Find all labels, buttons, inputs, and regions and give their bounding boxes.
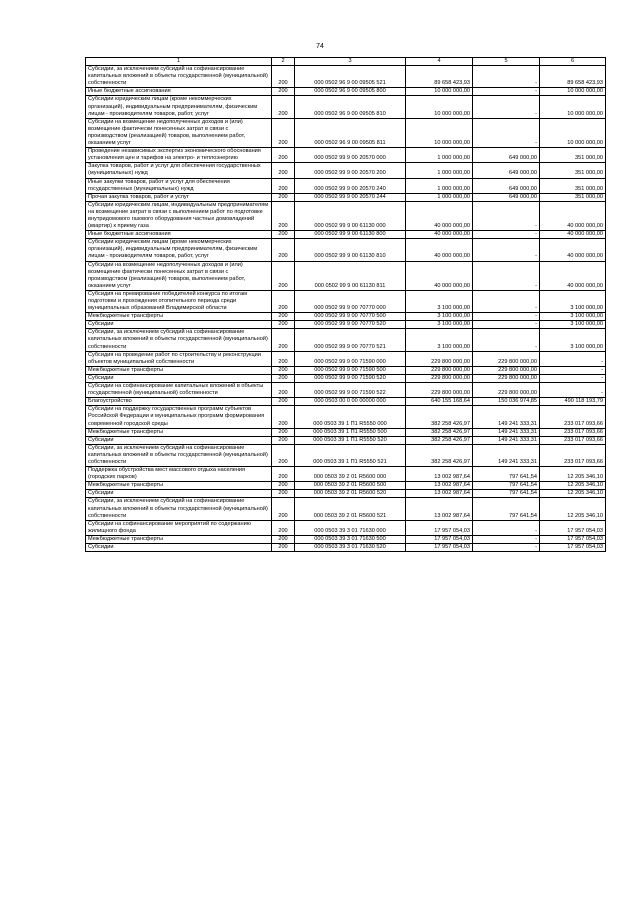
row-value-col4: 13 002 987,64 bbox=[406, 482, 473, 490]
row-kbk: 000 0502 99 9 00 71590 000 bbox=[295, 351, 406, 366]
row-kbk: 000 0502 96 9 00 09505 800 bbox=[295, 88, 406, 96]
row-value-col6: - bbox=[540, 383, 606, 398]
row-code: 200 bbox=[272, 428, 295, 436]
row-value-col4: 3 100 000,00 bbox=[406, 329, 473, 351]
row-code: 200 bbox=[272, 444, 295, 466]
row-value-col4: 40 000 000,00 bbox=[406, 231, 473, 239]
row-kbk: 000 0503 39 2 01 R5600 000 bbox=[295, 467, 406, 482]
row-value-col5: 229 800 000,00 bbox=[473, 351, 540, 366]
row-name: Межбюджетные трансферты bbox=[86, 535, 272, 543]
row-name: Проведение независимых экспертиз экономического обоснования установления цен и тарифов на электро- и теплоэнергию bbox=[86, 148, 272, 163]
table-row bbox=[86, 163, 606, 178]
row-kbk: 000 0502 99 9 00 20570 240 bbox=[295, 178, 406, 193]
row-value-col5: - bbox=[473, 329, 540, 351]
row-value-col6: 233 017 093,66 bbox=[540, 428, 606, 436]
row-value-col4: 17 957 054,03 bbox=[406, 544, 473, 552]
row-code: 200 bbox=[272, 329, 295, 351]
row-code: 200 bbox=[272, 321, 295, 329]
row-name: Субсидии bbox=[86, 321, 272, 329]
row-name: Субсидии bbox=[86, 544, 272, 552]
row-value-col6: 12 205 346,10 bbox=[540, 467, 606, 482]
table-row bbox=[86, 498, 606, 520]
row-name: Субсидия на премирование победителей конкурса по итогам подготовки и прохождения отопительного периода среди муниципальных образований Владимирской области bbox=[86, 290, 272, 312]
row-value-col5: - bbox=[473, 96, 540, 118]
row-value-col5: - bbox=[473, 118, 540, 147]
header-row bbox=[86, 58, 606, 66]
row-kbk: 000 0502 99 9 00 71590 522 bbox=[295, 383, 406, 398]
row-code: 200 bbox=[272, 544, 295, 552]
table-row bbox=[86, 201, 606, 230]
table-row bbox=[86, 351, 606, 366]
row-name: Субсидии на софинансирование капитальных вложений в объекты государственной (муниципальной) собственности bbox=[86, 383, 272, 398]
table-row bbox=[86, 383, 606, 398]
row-code: 200 bbox=[272, 163, 295, 178]
row-value-col5: - bbox=[473, 535, 540, 543]
row-value-col4: 640 155 168,64 bbox=[406, 398, 473, 406]
row-value-col4: 40 000 000,00 bbox=[406, 261, 473, 290]
row-kbk: 000 0503 39 3 01 71630 500 bbox=[295, 535, 406, 543]
row-value-col4: 10 000 000,00 bbox=[406, 88, 473, 96]
row-name: Субсидии юридическим лицам (кроме некоммерческих организаций), индивидуальным предпринимателям, физическим лицам - производителям товаров, работ, услуг bbox=[86, 96, 272, 118]
row-value-col5: - bbox=[473, 290, 540, 312]
row-name: Субсидии, за исключением субсидий на софинансирование капитальных вложений в объекты государственной (муниципальной) собственности bbox=[86, 498, 272, 520]
row-kbk: 000 0502 99 9 00 20570 000 bbox=[295, 148, 406, 163]
table-row bbox=[86, 520, 606, 535]
row-name: Прочая закупка товаров, работ и услуг bbox=[86, 193, 272, 201]
row-code: 200 bbox=[272, 96, 295, 118]
row-value-col5: 797 641,54 bbox=[473, 467, 540, 482]
row-value-col4: 1 000 000,00 bbox=[406, 178, 473, 193]
row-value-col6: 351 000,00 bbox=[540, 178, 606, 193]
table-row bbox=[86, 88, 606, 96]
row-name: Субсидии bbox=[86, 490, 272, 498]
row-name: Иные бюджетные ассигнования bbox=[86, 88, 272, 96]
row-value-col6: 40 000 000,00 bbox=[540, 239, 606, 261]
header-col-4: 4 bbox=[406, 58, 473, 66]
row-value-col6: 233 017 093,66 bbox=[540, 406, 606, 428]
row-kbk: 000 0502 96 9 00 09505 521 bbox=[295, 66, 406, 88]
row-name: Субсидии bbox=[86, 374, 272, 382]
row-code: 200 bbox=[272, 290, 295, 312]
row-code: 200 bbox=[272, 118, 295, 147]
row-value-col4: 1 000 000,00 bbox=[406, 193, 473, 201]
table-row bbox=[86, 398, 606, 406]
row-name: Субсидии, за исключением субсидий на софинансирование капитальных вложений в объекты государственной (муниципальной) собственности bbox=[86, 444, 272, 466]
table-row bbox=[86, 535, 606, 543]
header-col-2: 2 bbox=[272, 58, 295, 66]
row-kbk: 000 0503 39 2 01 R5600 500 bbox=[295, 482, 406, 490]
table-row bbox=[86, 148, 606, 163]
row-value-col5: 649 000,00 bbox=[473, 163, 540, 178]
row-value-col5: - bbox=[473, 261, 540, 290]
row-code: 200 bbox=[272, 490, 295, 498]
table-row bbox=[86, 428, 606, 436]
table-row bbox=[86, 96, 606, 118]
row-kbk: 000 0502 99 9 00 20570 244 bbox=[295, 193, 406, 201]
row-value-col5: 649 000,00 bbox=[473, 148, 540, 163]
row-name: Закупка товаров, работ и услуг для обеспечения государственных (муниципальных) нужд bbox=[86, 163, 272, 178]
row-value-col5: 229 800 000,00 bbox=[473, 366, 540, 374]
row-kbk: 000 0503 39 1 П1 R5550 500 bbox=[295, 428, 406, 436]
row-value-col5: - bbox=[473, 544, 540, 552]
row-value-col6: 40 000 000,00 bbox=[540, 231, 606, 239]
row-value-col6: 233 017 093,66 bbox=[540, 436, 606, 444]
row-kbk: 000 0503 00 0 00 00000 000 bbox=[295, 398, 406, 406]
table-row bbox=[86, 261, 606, 290]
row-value-col6: 12 205 346,10 bbox=[540, 490, 606, 498]
row-value-col6: 3 100 000,00 bbox=[540, 321, 606, 329]
row-value-col5: 797 641,54 bbox=[473, 482, 540, 490]
row-code: 200 bbox=[272, 383, 295, 398]
table-row bbox=[86, 239, 606, 261]
row-name: Иные закупки товаров, работ и услуг для обеспечения государственных (муниципальных) нужд bbox=[86, 178, 272, 193]
row-code: 200 bbox=[272, 193, 295, 201]
row-value-col5: 797 641,54 bbox=[473, 498, 540, 520]
row-name: Иные бюджетные ассигнования bbox=[86, 231, 272, 239]
row-value-col4: 10 000 000,00 bbox=[406, 96, 473, 118]
table-row bbox=[86, 467, 606, 482]
row-value-col5: - bbox=[473, 66, 540, 88]
row-kbk: 000 0502 99 9 00 61130 810 bbox=[295, 239, 406, 261]
row-name: Субсидия на проведение работ по строительству и реконструкции объектов муниципальной собственности bbox=[86, 351, 272, 366]
row-code: 200 bbox=[272, 148, 295, 163]
table-row bbox=[86, 544, 606, 552]
row-kbk: 000 0503 39 3 01 71630 000 bbox=[295, 520, 406, 535]
header-col-1: 1 bbox=[86, 58, 272, 66]
row-code: 200 bbox=[272, 313, 295, 321]
row-kbk: 000 0503 39 2 01 R5600 521 bbox=[295, 498, 406, 520]
row-code: 200 bbox=[272, 201, 295, 230]
row-value-col6: 12 205 346,10 bbox=[540, 498, 606, 520]
row-name: Межбюджетные трансферты bbox=[86, 313, 272, 321]
row-value-col4: 13 002 987,64 bbox=[406, 490, 473, 498]
row-value-col6: 3 100 000,00 bbox=[540, 329, 606, 351]
row-value-col4: 229 800 000,00 bbox=[406, 366, 473, 374]
row-value-col4: 1 000 000,00 bbox=[406, 148, 473, 163]
table-row bbox=[86, 436, 606, 444]
table-row bbox=[86, 313, 606, 321]
row-value-col5: 149 241 333,31 bbox=[473, 406, 540, 428]
row-value-col6: 12 205 346,10 bbox=[540, 482, 606, 490]
table-row bbox=[86, 329, 606, 351]
row-value-col5: 229 800 000,00 bbox=[473, 383, 540, 398]
row-name: Субсидии bbox=[86, 436, 272, 444]
row-code: 200 bbox=[272, 406, 295, 428]
row-code: 200 bbox=[272, 436, 295, 444]
row-value-col6: 10 000 000,00 bbox=[540, 88, 606, 96]
row-code: 200 bbox=[272, 467, 295, 482]
row-name: Субсидии на возмещение недополученных доходов и (или) возмещение фактически понесенных затрат в связи с производством (реализацией) товаров, выполнением работ, оказанием услуг bbox=[86, 118, 272, 147]
row-kbk: 000 0503 39 1 П1 R5550 520 bbox=[295, 436, 406, 444]
row-value-col6: 17 957 054,03 bbox=[540, 544, 606, 552]
row-kbk: 000 0503 39 1 П1 R5550 000 bbox=[295, 406, 406, 428]
row-code: 200 bbox=[272, 498, 295, 520]
row-value-col4: 13 002 987,64 bbox=[406, 498, 473, 520]
row-code: 200 bbox=[272, 351, 295, 366]
row-name: Поддержка обустройства мест массового отдыха населения (городских парков) bbox=[86, 467, 272, 482]
row-value-col4: 382 258 426,97 bbox=[406, 444, 473, 466]
row-kbk: 000 0502 99 9 00 71590 500 bbox=[295, 366, 406, 374]
row-value-col5: 149 241 333,31 bbox=[473, 428, 540, 436]
row-value-col6: 40 000 000,00 bbox=[540, 201, 606, 230]
row-code: 200 bbox=[272, 482, 295, 490]
row-value-col4: 229 800 000,00 bbox=[406, 383, 473, 398]
row-value-col6: 3 100 000,00 bbox=[540, 290, 606, 312]
row-value-col4: 3 100 000,00 bbox=[406, 313, 473, 321]
table-row bbox=[86, 290, 606, 312]
row-kbk: 000 0502 99 9 00 70770 500 bbox=[295, 313, 406, 321]
row-kbk: 000 0502 99 9 00 61130 800 bbox=[295, 231, 406, 239]
table-row bbox=[86, 482, 606, 490]
table-row bbox=[86, 231, 606, 239]
row-name: Межбюджетные трансферты bbox=[86, 366, 272, 374]
row-value-col5: 149 241 333,31 bbox=[473, 436, 540, 444]
table-row bbox=[86, 444, 606, 466]
row-value-col5: 797 641,54 bbox=[473, 490, 540, 498]
row-value-col5: - bbox=[473, 88, 540, 96]
table-row bbox=[86, 374, 606, 382]
row-value-col6: - bbox=[540, 366, 606, 374]
row-code: 200 bbox=[272, 88, 295, 96]
row-name: Межбюджетные трансферты bbox=[86, 482, 272, 490]
header-col-5: 5 bbox=[473, 58, 540, 66]
row-code: 200 bbox=[272, 178, 295, 193]
table-row bbox=[86, 366, 606, 374]
row-name: Субсидии на софинансирование мероприятий по содержанию жилищного фонда bbox=[86, 520, 272, 535]
row-name: Межбюджетные трансферты bbox=[86, 428, 272, 436]
row-value-col4: 382 258 426,97 bbox=[406, 428, 473, 436]
row-code: 200 bbox=[272, 398, 295, 406]
row-value-col6: 233 017 093,66 bbox=[540, 444, 606, 466]
row-value-col4: 89 658 423,93 bbox=[406, 66, 473, 88]
row-kbk: 000 0503 39 2 01 R5600 520 bbox=[295, 490, 406, 498]
row-value-col6: 40 000 000,00 bbox=[540, 261, 606, 290]
row-value-col6: 351 000,00 bbox=[540, 148, 606, 163]
row-name: Благоустройство bbox=[86, 398, 272, 406]
row-value-col4: 3 100 000,00 bbox=[406, 321, 473, 329]
row-kbk: 000 0503 39 3 01 71630 520 bbox=[295, 544, 406, 552]
row-value-col4: 40 000 000,00 bbox=[406, 201, 473, 230]
row-value-col4: 13 002 987,64 bbox=[406, 467, 473, 482]
row-kbk: 000 0503 39 1 П1 R5550 521 bbox=[295, 444, 406, 466]
row-value-col4: 382 258 426,97 bbox=[406, 436, 473, 444]
row-value-col5: - bbox=[473, 520, 540, 535]
row-value-col6: 17 957 054,03 bbox=[540, 520, 606, 535]
header-col-3: 3 bbox=[295, 58, 406, 66]
row-name: Субсидии, за исключением субсидий на софинансирование капитальных вложений в объекты государственной (муниципальной) собственности bbox=[86, 66, 272, 88]
row-code: 200 bbox=[272, 520, 295, 535]
table-row bbox=[86, 406, 606, 428]
row-value-col6: - bbox=[540, 374, 606, 382]
row-kbk: 000 0502 99 9 00 70770 521 bbox=[295, 329, 406, 351]
table-row bbox=[86, 178, 606, 193]
row-value-col6: 3 100 000,00 bbox=[540, 313, 606, 321]
row-kbk: 000 0502 99 9 00 70770 000 bbox=[295, 290, 406, 312]
row-code: 200 bbox=[272, 231, 295, 239]
row-kbk: 000 0502 99 9 00 61130 000 bbox=[295, 201, 406, 230]
table-row bbox=[86, 193, 606, 201]
row-value-col4: 229 800 000,00 bbox=[406, 351, 473, 366]
row-code: 200 bbox=[272, 261, 295, 290]
row-value-col6: - bbox=[540, 351, 606, 366]
table-row bbox=[86, 490, 606, 498]
row-kbk: 000 0502 99 9 00 70770 520 bbox=[295, 321, 406, 329]
row-kbk: 000 0502 99 9 00 61130 811 bbox=[295, 261, 406, 290]
row-value-col6: 89 658 423,93 bbox=[540, 66, 606, 88]
row-value-col6: 351 000,00 bbox=[540, 163, 606, 178]
row-name: Субсидии юридическим лицам (кроме некоммерческих организаций), индивидуальным предпринимателям, физическим лицам - производителям товаров, работ, услуг bbox=[86, 239, 272, 261]
row-value-col6: 490 118 193,79 bbox=[540, 398, 606, 406]
row-value-col4: 382 258 426,97 bbox=[406, 406, 473, 428]
row-name: Субсидии юридическим лицам, индивидуальным предпринимателям на возмещение затрат в связи с выполнением работ по подготовке внутридомового газового оборудования частных домовладений (квартир) к приему газа bbox=[86, 201, 272, 230]
row-value-col5: - bbox=[473, 239, 540, 261]
row-value-col4: 10 000 000,00 bbox=[406, 118, 473, 147]
row-kbk: 000 0502 96 9 00 09505 810 bbox=[295, 96, 406, 118]
row-name: Субсидии на поддержку государственных программ субъектов Российской Федерации и муниципальных программ формирования современной городской среды bbox=[86, 406, 272, 428]
row-value-col4: 229 800 000,00 bbox=[406, 374, 473, 382]
row-code: 200 bbox=[272, 366, 295, 374]
row-value-col5: 229 800 000,00 bbox=[473, 374, 540, 382]
row-kbk: 000 0502 99 9 00 20570 200 bbox=[295, 163, 406, 178]
row-value-col4: 40 000 000,00 bbox=[406, 239, 473, 261]
page-number: 74 bbox=[316, 43, 324, 50]
row-value-col5: - bbox=[473, 201, 540, 230]
row-value-col4: 1 000 000,00 bbox=[406, 163, 473, 178]
row-value-col6: 10 000 000,00 bbox=[540, 96, 606, 118]
budget-table bbox=[85, 57, 606, 552]
row-value-col5: 150 036 974,85 bbox=[473, 398, 540, 406]
row-value-col6: 17 957 054,03 bbox=[540, 535, 606, 543]
row-value-col4: 17 957 054,03 bbox=[406, 520, 473, 535]
table-row bbox=[86, 321, 606, 329]
row-value-col5: 649 000,00 bbox=[473, 178, 540, 193]
row-code: 200 bbox=[272, 66, 295, 88]
row-name: Субсидии на возмещение недополученных доходов и (или) возмещение фактически понесенных затрат в связи с производством (реализацией) товаров, выполнением работ, оказанием услуг bbox=[86, 261, 272, 290]
header-col-6: 6 bbox=[540, 58, 606, 66]
row-code: 200 bbox=[272, 535, 295, 543]
row-name: Субсидии, за исключением субсидий на софинансирование капитальных вложений в объекты государственной (муниципальной) собственности bbox=[86, 329, 272, 351]
row-value-col5: 649 000,00 bbox=[473, 193, 540, 201]
row-kbk: 000 0502 99 9 00 71590 520 bbox=[295, 374, 406, 382]
row-value-col5: - bbox=[473, 321, 540, 329]
row-value-col6: 10 000 000,00 bbox=[540, 118, 606, 147]
row-code: 200 bbox=[272, 374, 295, 382]
row-value-col6: 351 000,00 bbox=[540, 193, 606, 201]
row-code: 200 bbox=[272, 239, 295, 261]
row-value-col5: 149 241 333,31 bbox=[473, 444, 540, 466]
row-value-col5: - bbox=[473, 313, 540, 321]
table-row bbox=[86, 66, 606, 88]
table-row bbox=[86, 118, 606, 147]
row-value-col4: 17 957 054,03 bbox=[406, 535, 473, 543]
row-value-col5: - bbox=[473, 231, 540, 239]
row-value-col4: 3 100 000,00 bbox=[406, 290, 473, 312]
row-kbk: 000 0502 96 9 00 09505 811 bbox=[295, 118, 406, 147]
